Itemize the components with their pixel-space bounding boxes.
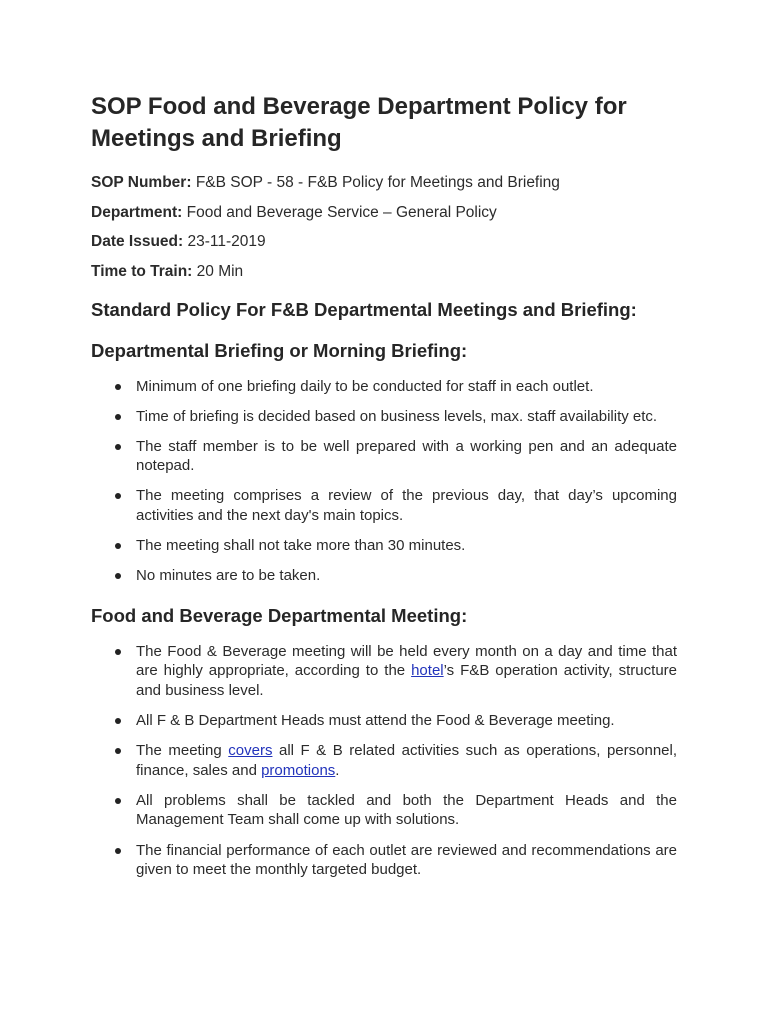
page-title: SOP Food and Beverage Department Policy for Meetings and Briefing	[91, 93, 627, 152]
department-label: Department:	[91, 203, 183, 221]
list-item	[91, 486, 677, 525]
briefing-list	[91, 377, 677, 586]
date-issued-row	[91, 232, 677, 252]
sop-metadata	[91, 173, 677, 282]
list-item-text: Time of briefing is decided based on business levels, max. staff availability etc.	[136, 407, 658, 425]
list-item	[91, 741, 677, 780]
bullet-icon	[115, 573, 121, 579]
bullet-icon	[115, 444, 121, 450]
policy-heading: Standard Policy For F&B Departmental Meetings and Briefing:	[91, 298, 637, 320]
list-item-text: Minimum of one briefing daily to be conducted for staff in each outlet.	[136, 377, 594, 395]
briefing-heading: Departmental Briefing or Morning Briefing:	[91, 339, 468, 361]
list-item-text: The meeting shall not take more than 30 minutes.	[136, 537, 466, 555]
promotions-link[interactable]: promotions	[261, 761, 336, 779]
list-item	[91, 437, 677, 476]
list-item-text: All F & B Department Heads must attend the Food & Beverage meeting.	[136, 712, 615, 730]
bullet-icon	[115, 748, 121, 754]
list-item-text: .	[335, 761, 340, 779]
date-issued-label: Date Issued:	[91, 233, 184, 250]
list-item	[91, 536, 677, 556]
meeting-list	[91, 642, 677, 880]
list-item-text: The Food & Beverage meeting will be held every month on a day and time that are highly appropriate, according to the	[136, 642, 677, 680]
bullet-icon	[115, 543, 121, 549]
covers-link[interactable]: covers	[228, 742, 273, 760]
list-item-text: The financial performance of each outlet are reviewed and recommendations are given to meet the monthly targeted budget.	[136, 841, 677, 879]
meeting-heading: Food and Beverage Departmental Meeting:	[91, 604, 468, 626]
list-item-text: all F & B related activities such as operations, personnel, finance, sales and	[136, 742, 678, 779]
bullet-icon	[115, 848, 121, 854]
list-item	[91, 377, 677, 397]
bullet-icon	[115, 384, 121, 390]
list-item-text: The meeting	[136, 742, 229, 760]
time-to-train-row	[91, 262, 677, 282]
list-item-text: All problems shall be tackled and both the Department Heads and the Management Team shall come up with solutions.	[136, 791, 677, 829]
list-item-text: The meeting comprises a review of the previous day, that day’s upcoming activities and the next day's main topics.	[136, 487, 677, 524]
date-issued-value: 23-11-2019	[187, 233, 266, 250]
list-item	[91, 841, 677, 880]
bullet-icon	[115, 414, 121, 420]
time-to-train-label: Time to Train:	[91, 262, 193, 280]
list-item	[91, 566, 677, 586]
bullet-icon	[115, 493, 121, 499]
list-item-text: ’s F&B operation activity, structure and business level.	[136, 662, 677, 699]
department-row	[91, 203, 677, 223]
bullet-icon	[115, 649, 121, 655]
list-item-text: The staff member is to be well prepared with a working pen and an adequate notepad.	[136, 437, 677, 475]
bullet-icon	[115, 718, 121, 724]
time-to-train-value: 20 Min	[196, 262, 244, 280]
bullet-icon	[115, 798, 121, 804]
list-item	[91, 711, 677, 731]
list-item	[91, 791, 677, 830]
sop-number-value: F&B SOP - 58 - F&B Policy for Meetings and Briefing	[195, 174, 560, 191]
document-page	[91, 91, 677, 890]
sop-number-row	[91, 173, 677, 193]
list-item-text: No minutes are to be taken.	[136, 567, 321, 585]
list-item	[91, 642, 677, 701]
sop-number-label: SOP Number:	[91, 174, 192, 191]
list-item	[91, 407, 677, 427]
department-value: Food and Beverage Service – General Policy	[186, 203, 497, 221]
hotel-link[interactable]: hotel	[411, 662, 444, 680]
